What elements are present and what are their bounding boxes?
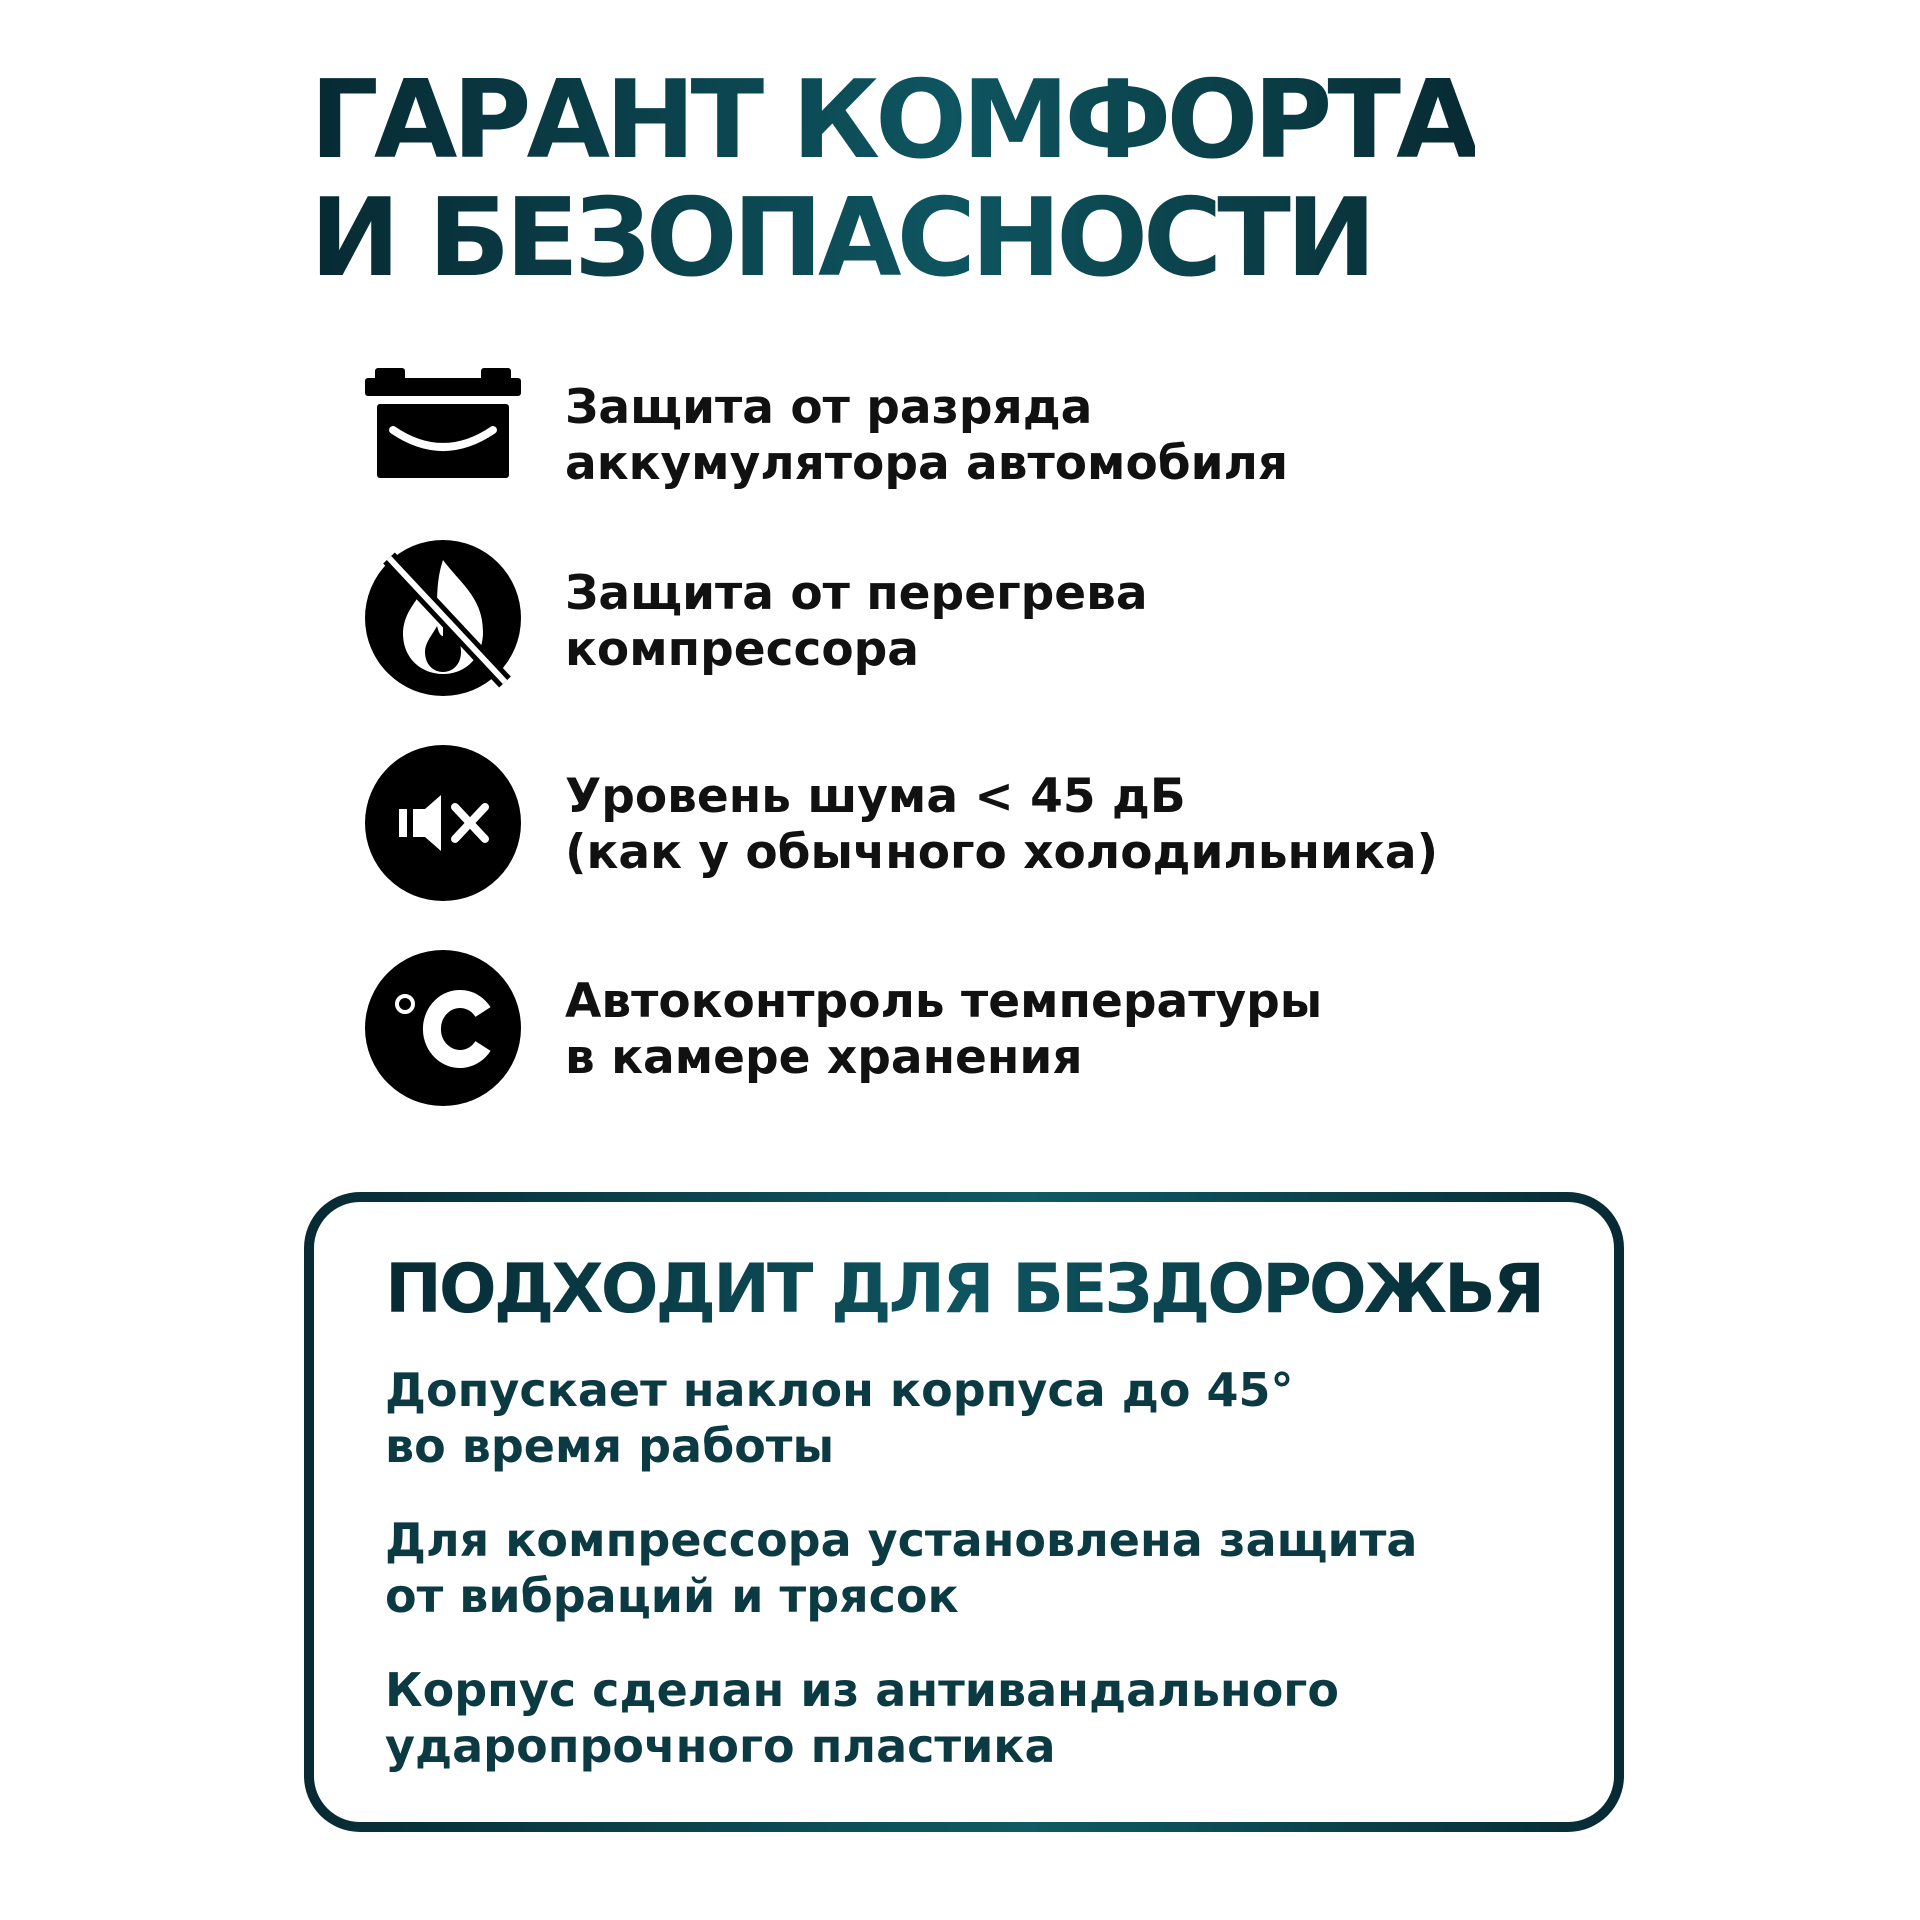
speaker-mute-icon (365, 745, 521, 901)
feature-noise-level (365, 745, 1665, 901)
feature-3-line-1: Уровень шума < 45 дБ (565, 769, 1186, 824)
offroad-item-tilt (385, 1362, 1294, 1474)
feature-4-line-2: в камере хранения (565, 1030, 1083, 1085)
no-fire-icon (365, 540, 521, 696)
offroad-item-2-line-1: Для компрессора установлена защита (385, 1513, 1418, 1567)
offroad-card (304, 1192, 1624, 1832)
offroad-item-3-line-2: ударопрочного пластика (385, 1719, 1056, 1773)
offroad-item-housing (385, 1662, 1339, 1774)
offroad-card-body (314, 1202, 1614, 1822)
page-title (310, 58, 1475, 301)
offroad-item-2-line-2: от вибраций и трясок (385, 1569, 959, 1623)
feature-1-line-2: аккумулятора автомобиля (565, 436, 1289, 491)
feature-temperature-control (365, 950, 1665, 1106)
offroad-item-vibration (385, 1512, 1417, 1624)
feature-1-line-1: Защита от разряда (565, 380, 1093, 435)
title-line-2: И БЕЗОПАСНОСТИ (310, 176, 1372, 301)
feature-battery-protection (365, 360, 1665, 516)
feature-2-line-1: Защита от перегрева (565, 566, 1148, 621)
battery-icon (365, 360, 521, 516)
offroad-item-1-line-2: во время работы (385, 1419, 835, 1473)
feature-4-line-1: Автоконтроль температуры (565, 974, 1323, 1029)
feature-2-line-2: компрессора (565, 622, 919, 677)
title-line-1: ГАРАНТ КОМФОРТА (310, 58, 1475, 183)
feature-3-line-2: (как у обычного холодильника) (565, 825, 1439, 880)
feature-overheat-protection (365, 540, 1665, 696)
offroad-item-1-line-1: Допускает наклон корпуса до 45° (385, 1363, 1294, 1417)
offroad-card-title: ПОДХОДИТ ДЛЯ БЕЗДОРОЖЬЯ (385, 1250, 1543, 1329)
celsius-icon (365, 950, 521, 1106)
offroad-item-3-line-1: Корпус сделан из антивандального (385, 1663, 1339, 1717)
